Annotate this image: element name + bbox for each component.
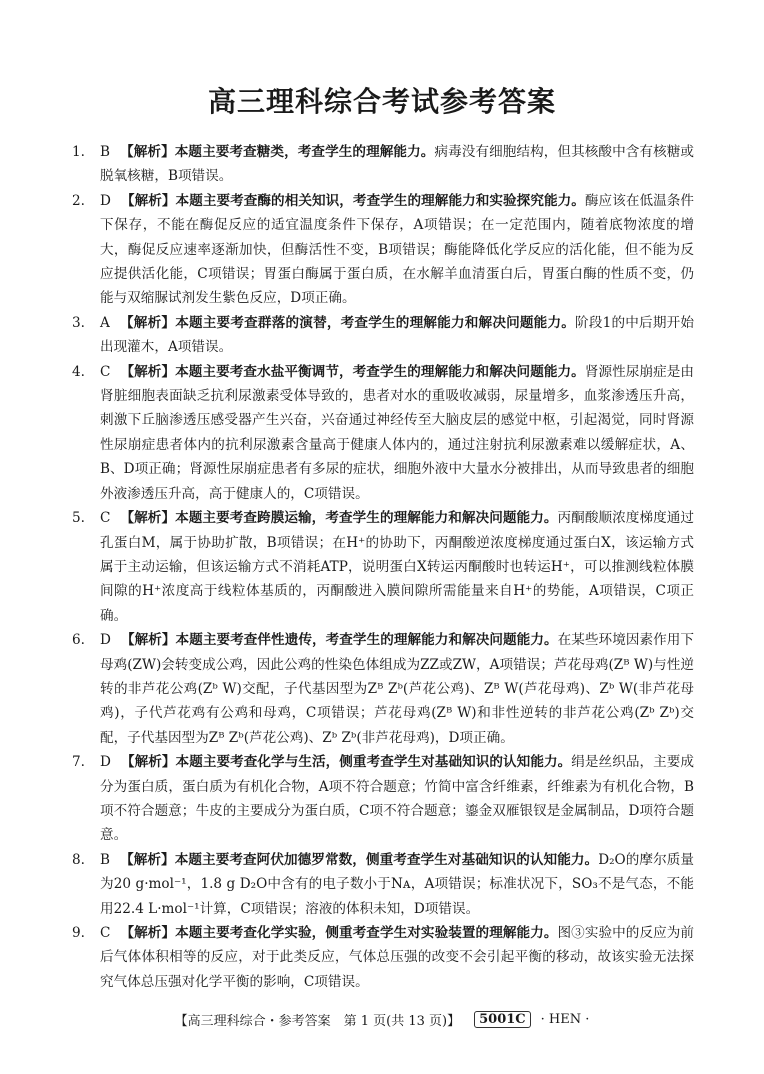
answer-letter: B (100, 144, 110, 160)
page-footer (0, 1010, 764, 1029)
answer-list (72, 140, 694, 994)
answer-letter: D (100, 192, 111, 209)
analysis-text: 肾源性尿崩症是由肾脏细胞表面缺乏抗利尿激素受体导致的，患者对水的重吸收减弱，尿量增多，血浆渗透压升高，刺激下丘脑渗透压感受器产生兴奋，兴奋通过神经传至大脑皮层的感觉中枢，引起渴觉，同时肾源性尿崩症患者体内的抗利尿激素含量高于健康人体内的，通过注射抗利尿激素难以缓解症状，A、B、D项正确；肾源性尿崩症患者有多尿的症状，细胞外液中大量水分被排出，从而导致患者的细胞外液渗透压升高，高于健康人的，C项错误。 (100, 363, 695, 502)
question-number: 7. (72, 754, 85, 771)
answer-item (72, 848, 694, 921)
analysis-focus: 本题主要考查阿伏加德罗常数，侧重考查学生对基础知识的认知能力。 (174, 851, 599, 868)
answer-letter: C (100, 363, 111, 380)
analysis-tag: 【解析】 (119, 314, 176, 331)
analysis-tag: 【解析】 (120, 363, 176, 380)
analysis-tag: 【解析】 (120, 925, 176, 941)
question-number: 8. (72, 851, 85, 868)
question-number: 9. (72, 925, 85, 941)
analysis-tag: 【解析】 (120, 754, 176, 771)
region-code: · HEN · (540, 1012, 590, 1027)
answer-letter: B (100, 851, 110, 868)
answer-item (72, 360, 694, 506)
analysis-focus: 本题主要考查群落的演替，考查学生的理解能力和解决问题能力。 (175, 314, 576, 331)
analysis-text: 酶应该在低温条件下保存，不能在酶促反应的适宜温度条件下保存，A项错误；在一定范围内，随着底物浓度的增大，酶促反应速率逐渐加快，但酶活性不变，B项错误；酶能降低化学反应的活化能，但不能为反应提供活化能，C项错误；胃蛋白酶属于蛋白质，在水解羊血清蛋白后，胃蛋白酶的性质不变，仍能与双缩脲试剂发生紫色反应，D项正确。 (100, 192, 695, 307)
analysis-focus: 本题主要考查酶的相关知识，考查学生的理解能力和实验探究能力。 (175, 192, 585, 209)
analysis-focus: 本题主要考查跨膜运输，考查学生的理解能力和解决问题能力。 (175, 510, 558, 527)
question-number: 1. (72, 144, 85, 160)
analysis-tag: 【解析】 (120, 851, 175, 868)
question-number: 3. (72, 314, 85, 331)
analysis-tag: 【解析】 (120, 192, 176, 209)
page-title: 高三理科综合考试参考答案 (207, 85, 556, 118)
analysis-text: 阶段1的中后期开始出现灌木，A项错误。 (100, 314, 695, 356)
answer-item (72, 189, 694, 311)
analysis-focus: 本题主要考查水盐平衡调节，考查学生的理解能力和解决问题能力。 (175, 363, 585, 380)
answer-item (72, 140, 694, 189)
answer-item (72, 750, 694, 848)
analysis-focus: 本题主要考查化学实验，侧重考查学生对实验装置的理解能力。 (175, 925, 558, 941)
question-number: 2. (72, 192, 85, 209)
analysis-text: 病毒没有细胞结构，但其核酸中含有核糖或脱氧核糖，B项错误。 (100, 144, 695, 185)
footer-label: 【高三理科综合・参考答案 第 1 页(共 13 页)】 (174, 1014, 461, 1029)
analysis-text: 图③实验中的反应为前后气体体积相等的反应，对于此类反应，气体总压强的改变不会引起平衡的移动，故该实验无法探究气体总压强对化学平衡的影响，C项错误。 (100, 925, 695, 990)
analysis-text: 绢是丝织品，主要成分为蛋白质，蛋白质为有机化合物，A项不符合题意；竹简中富含纤维素，纤维素为有机化合物，B项不符合题意；牛皮的主要成分为蛋白质，C项不符合题意；鎏金双雁银钗是金属制品，D项符合题意。 (100, 754, 695, 844)
answer-letter: D (100, 632, 111, 649)
analysis-text: D₂O的摩尔质量为20 g·mol⁻¹，1.8 g D₂O中含有的电子数小于Nᴀ，A项错误；标准状况下，SO₃不是气态，不能用22.4 L·mol⁻¹计算，C项错误；溶液的体积未知，D项错误。 (100, 851, 695, 917)
answer-item (72, 506, 694, 628)
question-number: 5. (72, 510, 85, 527)
answer-letter: A (100, 314, 110, 331)
answer-letter: D (100, 754, 111, 771)
analysis-focus: 本题主要考查糖类，考查学生的理解能力。 (174, 144, 435, 160)
analysis-tag: 【解析】 (120, 144, 175, 160)
analysis-text: 在某些环境因素作用下母鸡(ZW)会转变成公鸡，因此公鸡的性染色体组成为ZZ或ZW，A项错误；芦花母鸡(Zᴮ W)与性逆转的非芦花公鸡(Zᵇ W)交配，子代基因型为Zᴮ Zᵇ(芦花公鸡)、Zᴮ W(芦花母鸡)、Zᵇ W(非芦花母鸡)，子代芦花鸡有公鸡和母鸡，C项错误；芦花母鸡(Zᴮ W)和非性逆转的非芦花公鸡(Zᵇ Zᵇ)交配，子代基因型为Zᴮ Zᵇ(芦花公鸡)、Zᵇ Zᵇ(非芦花母鸡)，D项正确。 (100, 632, 695, 746)
paper-code-badge: 5001C (474, 1011, 531, 1028)
answer-item (72, 311, 694, 360)
answer-item (72, 628, 694, 750)
analysis-text: 丙酮酸顺浓度梯度通过孔蛋白M，属于协助扩散，B项错误；在H⁺的协助下，丙酮酸逆浓度梯度通过蛋白X，该运输方式属于主动运输，但该运输方式不消耗ATP，说明蛋白X转运丙酮酸时也转运H⁺，可以推测线粒体膜间隙的H⁺浓度高于线粒体基质的，丙酮酸进入膜间隙所需能量来自H⁺的势能，A项错误，C项正确。 (100, 510, 695, 624)
analysis-focus: 本题主要考查化学与生活，侧重考查学生对基础知识的认知能力。 (175, 754, 572, 771)
answer-item (72, 921, 694, 994)
question-number: 6. (72, 632, 85, 649)
analysis-tag: 【解析】 (120, 632, 176, 649)
answer-letter: C (100, 925, 111, 941)
question-number: 4. (72, 363, 85, 380)
analysis-focus: 本题主要考查伴性遗传，考查学生的理解能力和解决问题能力。 (175, 632, 558, 649)
answer-letter: C (100, 510, 111, 527)
analysis-tag: 【解析】 (120, 510, 176, 527)
